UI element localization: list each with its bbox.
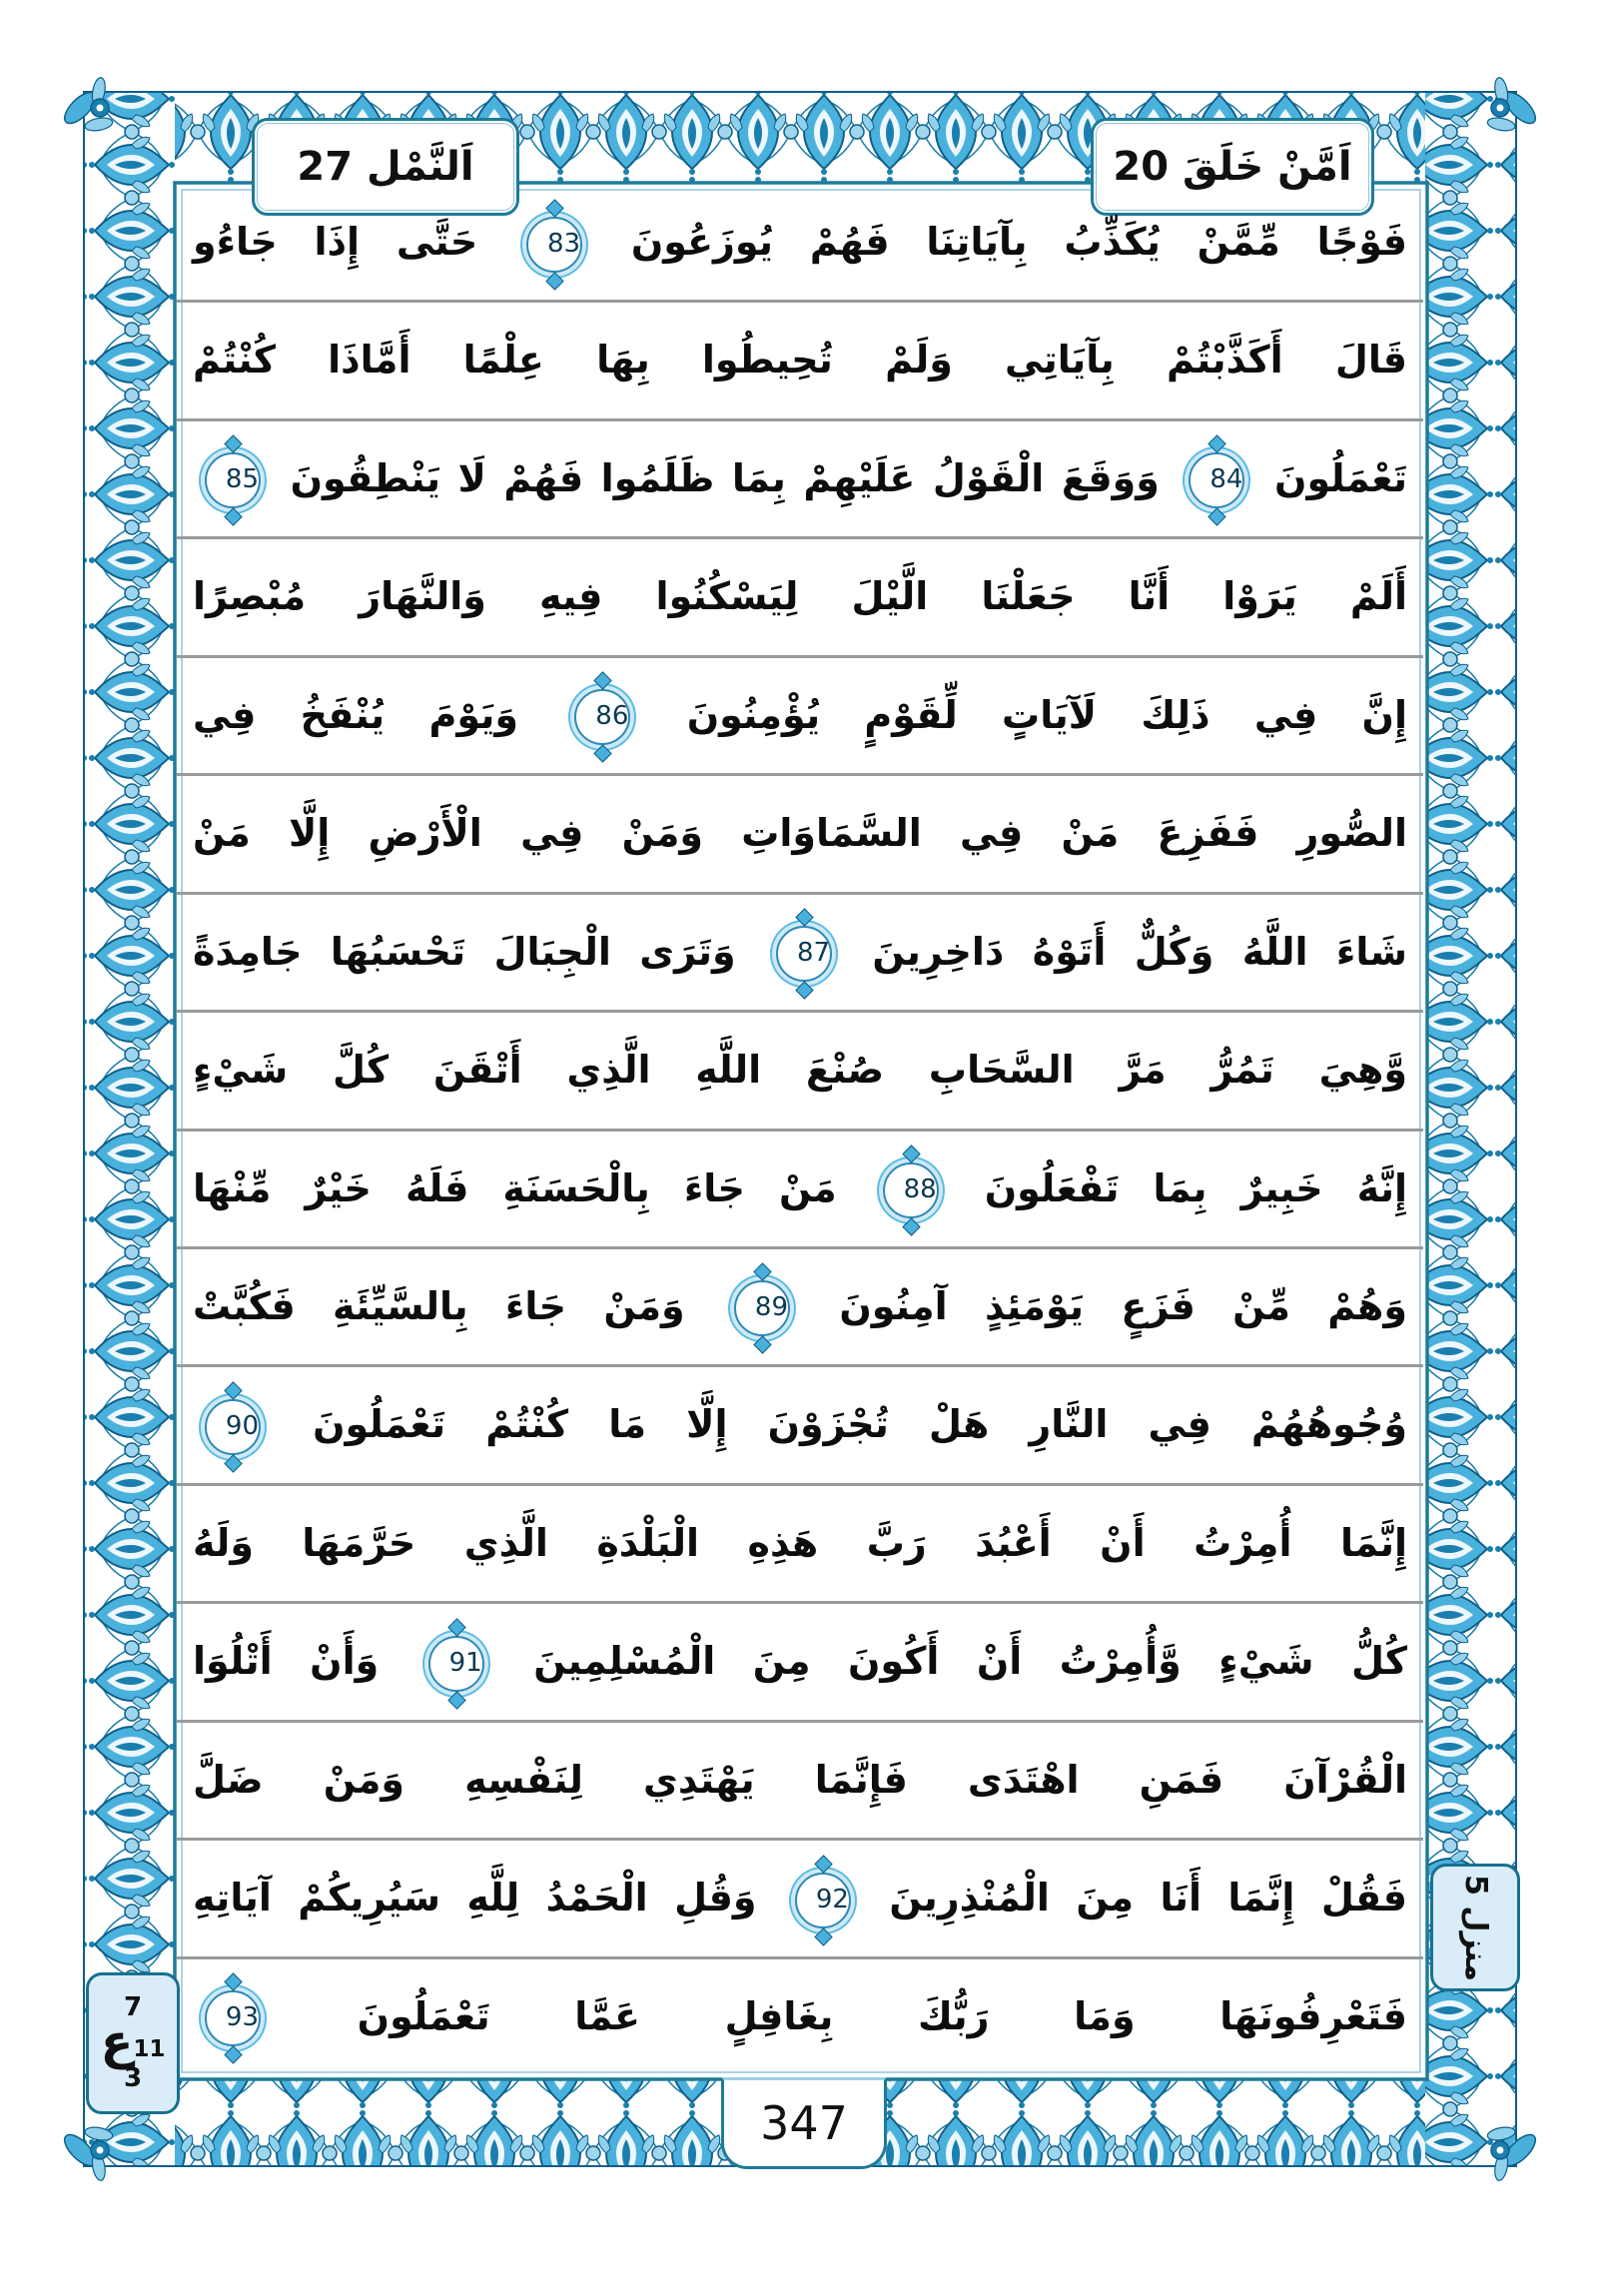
ayah-text: حَتَّى إِذَا جَاءُو xyxy=(193,220,478,264)
verse-number-marker: 86 xyxy=(574,689,630,745)
ruku-juz-part-number: 7 xyxy=(123,1992,143,2023)
ruku-number: 11 xyxy=(133,2035,166,2062)
quran-line xyxy=(177,418,1423,536)
quran-line xyxy=(177,1601,1423,1719)
ayah-text: أَلَمْ يَرَوْا أَنَّا جَعَلْنَا الَّيْلَ لِيَسْكُنُوا فِيهِ وَالنَّهَارَ مُبْصِرًا xyxy=(193,574,1407,619)
page-number: 347 xyxy=(760,2096,848,2150)
quran-line xyxy=(177,536,1423,654)
ayah-text: وَأَنْ أَتْلُوَا xyxy=(193,1639,380,1684)
quran-line xyxy=(177,892,1423,1010)
quran-line xyxy=(177,1010,1423,1128)
quran-line xyxy=(177,1364,1423,1482)
ayah-text: إِنَّ فِي ذَلِكَ لَآيَاتٍ لِّقَوْمٍ يُؤْمِنُونَ xyxy=(686,692,1407,737)
ayah-text: وَوَقَعَ الْقَوْلُ عَلَيْهِمْ بِمَا ظَلَمُوا فَهُمْ لَا يَنْطِقُونَ xyxy=(290,455,1160,500)
ruku-ain-group xyxy=(100,2014,166,2071)
ayah-text: وَمَنْ جَاءَ بِالسَّيِّئَةِ فَكُبَّتْ xyxy=(193,1283,685,1328)
ayah-text: فَوْجًا مِّمَّنْ يُكَذِّبُ بِآيَاتِنَا فَهُمْ يُوزَعُونَ xyxy=(630,220,1408,264)
quran-line xyxy=(177,773,1423,891)
verse-number-marker: 91 xyxy=(428,1636,484,1692)
verse-number-marker: 85 xyxy=(205,452,261,508)
verse-number-marker: 87 xyxy=(776,926,832,982)
verse-number-marker: 83 xyxy=(526,217,582,273)
ayah-text: وَتَرَى الْجِبَالَ تَحْسَبُهَا جَامِدَةً xyxy=(193,929,736,974)
ayah-text: فَتَعْرِفُونَهَا وَمَا رَبُّكَ بِغَافِلٍ عَمَّا تَعْمَلُونَ xyxy=(357,1993,1407,2038)
quran-line xyxy=(177,300,1423,417)
page-number-tab xyxy=(721,2077,887,2169)
ayah-text: مَنْ جَاءَ بِالْحَسَنَةِ فَلَهُ خَيْرٌ مِّنْهَا xyxy=(193,1165,837,1210)
ayah-text: وَيَوْمَ يُنْفَخُ فِي xyxy=(193,692,519,737)
mushaf-lines xyxy=(177,185,1423,2074)
surah-name-label: اَلنَّمْل 27 xyxy=(297,144,474,190)
juz-name-label: اَمَّنْ خَلَقَ 20 xyxy=(1113,144,1352,190)
ayah-text: شَاءَ اللَّهُ وَكُلٌّ أَتَوْهُ دَاخِرِينَ xyxy=(872,929,1407,974)
ruku-marker xyxy=(86,1972,180,2114)
quran-line xyxy=(177,1246,1423,1364)
ayah-text: إِنَّمَا أُمِرْتُ أَنْ أَعْبُدَ رَبَّ هَذِهِ الْبَلْدَةِ الَّذِي حَرَّمَهَا وَلَهُ xyxy=(193,1520,1407,1565)
ruku-ain-letter: ع xyxy=(100,2014,134,2071)
quran-line xyxy=(177,185,1423,300)
quran-line xyxy=(177,1720,1423,1838)
ayah-text: وَّهِيَ تَمُرُّ مَرَّ السَّحَابِ صُنْعَ اللَّهِ الَّذِي أَتْقَنَ كُلَّ شَيْءٍ xyxy=(193,1048,1407,1093)
verse-number-marker: 88 xyxy=(883,1162,939,1218)
ayah-text: كُلُّ شَيْءٍ وَّأُمِرْتُ أَنْ أَكُونَ مِنَ الْمُسْلِمِينَ xyxy=(533,1639,1407,1684)
ayah-text: فَقُلْ إِنَّمَا أَنَا مِنَ الْمُنْذِرِينَ xyxy=(889,1876,1407,1920)
ayah-text: وُجُوهُهُمْ فِي النَّارِ هَلْ تُجْزَوْنَ إِلَّا مَا كُنْتُمْ تَعْمَلُونَ xyxy=(313,1402,1407,1447)
ayah-text: قَالَ أَكَذَّبْتُمْ بِآيَاتِي وَلَمْ تُحِيطُوا بِهَا عِلْمًا أَمَّاذَا كُنْتُمْ xyxy=(193,338,1407,383)
verse-number-marker: 90 xyxy=(205,1399,261,1455)
ruku-sub-number: 3 xyxy=(123,2062,143,2093)
quran-line xyxy=(177,1956,1423,2074)
verse-number-marker: 92 xyxy=(795,1873,851,1928)
quran-line xyxy=(177,1129,1423,1246)
ayah-text: الصُّورِ فَفَزِعَ مَنْ فِي السَّمَاوَاتِ وَمَنْ فِي الْأَرْضِ إِلَّا مَنْ xyxy=(193,811,1407,856)
ayah-text: إِنَّهُ خَبِيرٌ بِمَا تَفْعَلُونَ xyxy=(984,1165,1407,1210)
manzil-label: منزل 5 xyxy=(1457,1874,1493,1981)
quran-line xyxy=(177,655,1423,773)
quran-line xyxy=(177,1838,1423,1955)
ayah-text: تَعْمَلُونَ xyxy=(1274,455,1408,500)
ayah-text: الْقُرْآنَ فَمَنِ اهْتَدَى فَإِنَّمَا يَهْتَدِي لِنَفْسِهِ وَمَنْ ضَلَّ xyxy=(193,1757,1407,1802)
ayah-text: وَقُلِ الْحَمْدُ لِلَّهِ سَيُرِيكُمْ آيَاتِهِ xyxy=(193,1876,757,1920)
manzil-marker xyxy=(1430,1864,1520,1991)
ayah-text: وَهُمْ مِّنْ فَزَعٍ يَوْمَئِذٍ آمِنُونَ xyxy=(839,1283,1408,1328)
quran-line xyxy=(177,1483,1423,1601)
verse-number-marker: 93 xyxy=(205,1990,261,2046)
verse-number-marker: 89 xyxy=(734,1280,790,1336)
verse-number-marker: 84 xyxy=(1189,452,1244,508)
